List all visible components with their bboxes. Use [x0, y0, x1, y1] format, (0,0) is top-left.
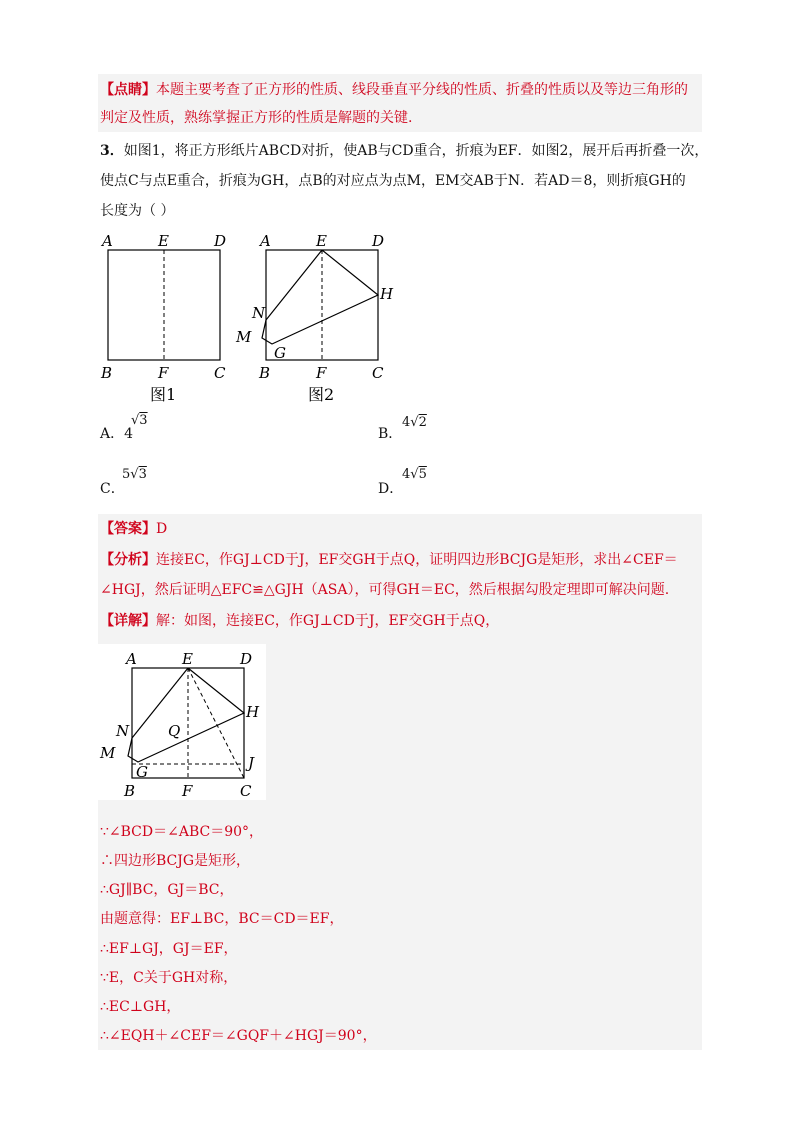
fig2-label-b: B — [259, 364, 271, 382]
note-text-2: 判定及性质，熟练掌握正方形的性质是解题的关键. — [100, 110, 413, 126]
question-line-2 — [100, 171, 700, 191]
fig2-label-c: C — [372, 364, 384, 382]
fig3-label-a: A — [126, 650, 137, 668]
analysis-line-2 — [100, 580, 700, 600]
fig3-label-m: M — [100, 744, 116, 762]
fig2-label-f: F — [316, 364, 327, 382]
option-b[interactable] — [378, 423, 402, 443]
step-1: ∵∠BCD＝∠ABC＝90°， — [100, 824, 264, 840]
fig3-label-d: D — [240, 650, 253, 668]
fig1-label-d: D — [214, 232, 227, 250]
option-c-value: 5√3 — [122, 467, 147, 482]
analysis-line-1 — [100, 550, 700, 570]
fig3-label-n: N — [116, 722, 130, 740]
detail-tag: 【详解】 — [100, 613, 156, 629]
step-4: 由题意得：EF⊥BC，BC＝CD＝EF， — [100, 911, 344, 927]
option-a-radical: √3 — [131, 413, 148, 428]
fig2-label-n: N — [252, 304, 266, 322]
fig2-label-a: A — [260, 232, 271, 250]
detail-text-1: 解：如图，连接EC，作GJ⊥CD于J，EF交GH于点Q， — [156, 613, 500, 629]
question-text-2: 使点C与点E重合，折痕为GH，点B的对应点为点M，EM交AB于N．若AD＝8，则折痕GH的 — [100, 173, 686, 189]
fig1-label-a: A — [102, 232, 113, 250]
figure-3 — [98, 644, 266, 800]
analysis-text-2: ∠HGJ，然后证明△EFC≌△GJH（ASA），可得GH＝EC，然后根据勾股定理即可解决问题. — [100, 582, 670, 598]
answer-value: D — [156, 521, 168, 537]
note-tag: 【点睛】 — [100, 82, 156, 98]
analysis-text-1: 连接EC，作GJ⊥CD于J，EF交GH于点Q，证明四边形BCJG是矩形，求出∠CEF＝ — [156, 552, 678, 568]
step-2: ∴四边形BCJG是矩形， — [100, 853, 251, 869]
fig3-label-q: Q — [168, 722, 181, 740]
note-line-2 — [100, 108, 700, 128]
figure-1 — [98, 232, 238, 407]
fig2-label-m: M — [236, 328, 252, 346]
fig3-label-g: G — [136, 763, 148, 781]
step-5: ∴EF⊥GJ，GJ＝EF， — [100, 941, 238, 957]
fig3-label-e: E — [182, 650, 193, 668]
figure-2 — [232, 232, 407, 407]
option-c[interactable] — [100, 478, 125, 498]
fig1-label-e: E — [158, 232, 169, 250]
note-text-1: 本题主要考查了正方形的性质、线段垂直平分线的性质、折叠的性质以及等边三角形的 — [156, 82, 688, 98]
option-b-letter: B． — [378, 426, 403, 442]
fig2-label-h: H — [380, 285, 394, 303]
question-number: 3． — [100, 143, 124, 159]
option-d[interactable] — [378, 478, 403, 498]
analysis-tag: 【分析】 — [100, 552, 156, 568]
fig3-label-h: H — [246, 703, 260, 721]
question-line-1 — [100, 141, 709, 161]
fig1-caption: 图1 — [150, 385, 177, 404]
question-text-3: 长度为（ ） — [100, 203, 175, 219]
option-a-letter: A． — [100, 426, 125, 442]
step-8: ∴∠EQH＋∠CEF＝∠GQF＋∠HGJ＝90°， — [100, 1028, 377, 1044]
option-b-value: 4√2 — [402, 415, 427, 430]
note-line-1 — [100, 80, 700, 100]
question-text-1: 如图1，将正方形纸片ABCD对折，使AB与CD重合，折痕为EF．如图2，展开后再折叠一次， — [123, 143, 709, 159]
step-7: ∴EC⊥GH， — [100, 999, 181, 1015]
fig1-label-b: B — [101, 364, 113, 382]
option-d-value: 4√5 — [402, 467, 427, 482]
fig2-label-e: E — [316, 232, 327, 250]
question-line-3 — [100, 201, 700, 221]
fig3-label-b: B — [124, 782, 136, 800]
answer-line — [100, 519, 700, 539]
fig2-label-d: D — [372, 232, 385, 250]
fig1-label-f: F — [158, 364, 169, 382]
step-3: ∴GJ∥BC，GJ＝BC， — [100, 882, 234, 898]
option-c-letter: C． — [100, 481, 125, 497]
detail-line-1 — [100, 611, 700, 631]
fig3-label-j: J — [248, 754, 255, 772]
option-a-coef: 4 — [124, 426, 134, 442]
fig2-caption: 图2 — [308, 385, 335, 404]
step-6: ∵E，C关于GH对称， — [100, 970, 238, 986]
fig1-label-c: C — [214, 364, 226, 382]
option-d-letter: D． — [378, 481, 404, 497]
fig3-label-c: C — [240, 782, 252, 800]
fig3-label-f: F — [182, 782, 193, 800]
answer-tag: 【答案】 — [100, 521, 156, 537]
fig2-label-g: G — [274, 344, 286, 362]
option-a[interactable] — [100, 423, 133, 443]
